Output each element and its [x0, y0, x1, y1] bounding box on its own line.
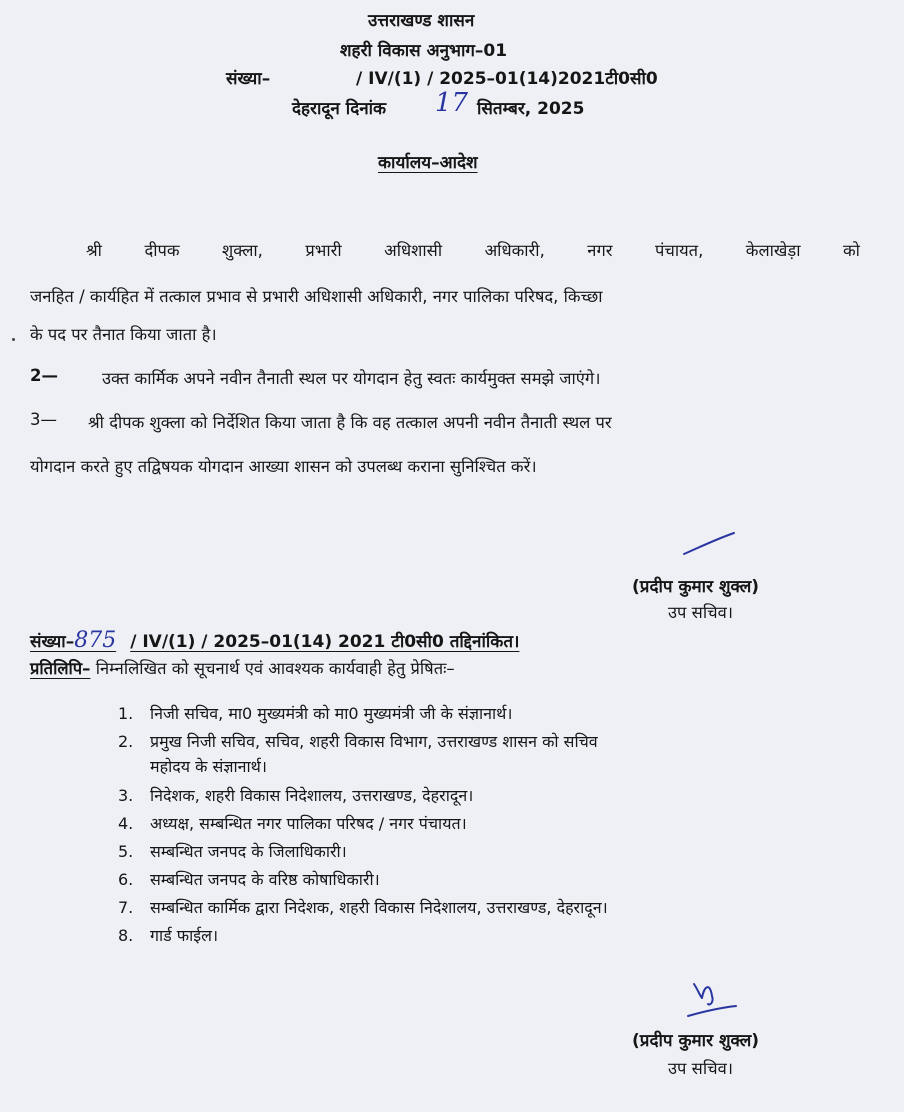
ref-number: / IV/(1) / 2025–01(14)2021टी0सी0 — [356, 69, 658, 89]
copy-text: निम्नलिखित को सूचनार्थ एवं आवश्यक कार्यवाही हेतु प्रेषितः– — [95, 659, 455, 678]
word: प्रभारी — [305, 241, 342, 260]
copy-label: प्रतिलिपि– — [30, 659, 91, 678]
date-suffix: सितम्बर, 2025 — [477, 99, 585, 119]
word: नगर — [587, 241, 613, 260]
list-item: 7. सम्बन्धित कार्मिक द्वारा निदेशक, शहरी विकास निदेशालय, उत्तराखण्ड, देहरादून। — [118, 898, 608, 917]
endorsement-ref-label: संख्या– — [30, 632, 75, 652]
word: अधिशासी — [384, 241, 443, 260]
list-item: 5. सम्बन्धित जनपद के जिलाधिकारी। — [118, 842, 347, 861]
para1-line3: के पद पर तैनात किया जाता है। — [30, 325, 217, 344]
para2-text: उक्त कार्मिक अपने नवीन तैनाती स्थल पर योगदान हेतु स्वतः कार्यमुक्त समझे जाएंगे। — [102, 369, 601, 388]
endorsement-ref — [30, 628, 519, 653]
word: श्री — [86, 241, 102, 260]
para3-number: 3— — [30, 410, 57, 429]
word: शुक्ला, — [222, 241, 263, 260]
word: केलाखेड़ा — [745, 241, 801, 260]
endorsement-ref-rest: / IV/(1) / 2025–01(14) 2021 टी0सी0 तद्दिनांकित। — [130, 632, 520, 652]
handwritten-date-day: 17 — [435, 88, 469, 118]
signature-stroke-2 — [684, 976, 740, 1020]
handwritten-ref-number: 875 — [74, 628, 117, 653]
list-item: 4. अध्यक्ष, सम्बन्धित नगर पालिका परिषद / नगर पंचायत। — [118, 814, 467, 833]
para1-line2: जनहित / कार्यहित में तत्काल प्रभाव से प्रभारी अधिशासी अधिकारी, नगर पालिका परिषद, किच्छा — [30, 287, 603, 306]
signatory-name-1: (प्रदीप कुमार शुक्ल) — [632, 577, 760, 597]
word: अधिकारी, — [484, 241, 545, 260]
stray-mark — [12, 338, 15, 341]
para1-line1 — [86, 238, 860, 261]
govt-name: उत्तराखण्ड शासन — [368, 11, 475, 31]
para2-number: 2— — [30, 366, 58, 385]
ref-label: संख्या– — [226, 69, 271, 89]
list-item-continuation: महोदय के संज्ञानार्थ। — [150, 757, 267, 776]
signatory-designation-1: उप सचिव। — [668, 603, 733, 622]
para3-line1: श्री दीपक शुक्ला को निर्देशित किया जाता है कि वह तत्काल अपनी नवीन तैनाती स्थल पर — [88, 413, 612, 432]
signatory-name-2: (प्रदीप कुमार शुक्ल) — [632, 1031, 760, 1051]
list-item: 3. निदेशक, शहरी विकास निदेशालय, उत्तराखण्ड, देहरादून। — [118, 786, 474, 805]
word: को — [842, 241, 860, 260]
word: पंचायत, — [654, 241, 704, 260]
list-item: 6. सम्बन्धित जनपद के वरिष्ठ कोषाधिकारी। — [118, 870, 380, 889]
section-name: शहरी विकास अनुभाग–01 — [340, 41, 508, 61]
list-item: 2. प्रमुख निजी सचिव, सचिव, शहरी विकास विभाग, उत्तराखण्ड शासन को सचिव — [118, 732, 598, 751]
signature-stroke-1 — [680, 530, 740, 560]
signatory-designation-2: उप सचिव। — [668, 1059, 733, 1078]
word: दीपक — [144, 241, 180, 260]
list-item: 1. निजी सचिव, मा0 मुख्यमंत्री को मा0 मुख्यमंत्री जी के संज्ञानार्थ। — [118, 704, 513, 723]
para3-line2: योगदान करते हुए तद्विषयक योगदान आख्या शासन को उपलब्ध कराना सुनिश्चित करें। — [30, 457, 537, 476]
copy-line — [30, 656, 455, 679]
list-item: 8. गार्ड फाईल। — [118, 926, 219, 945]
date-prefix: देहरादून दिनांक — [292, 99, 387, 119]
page-title: कार्यालय–आदेश — [378, 153, 478, 173]
